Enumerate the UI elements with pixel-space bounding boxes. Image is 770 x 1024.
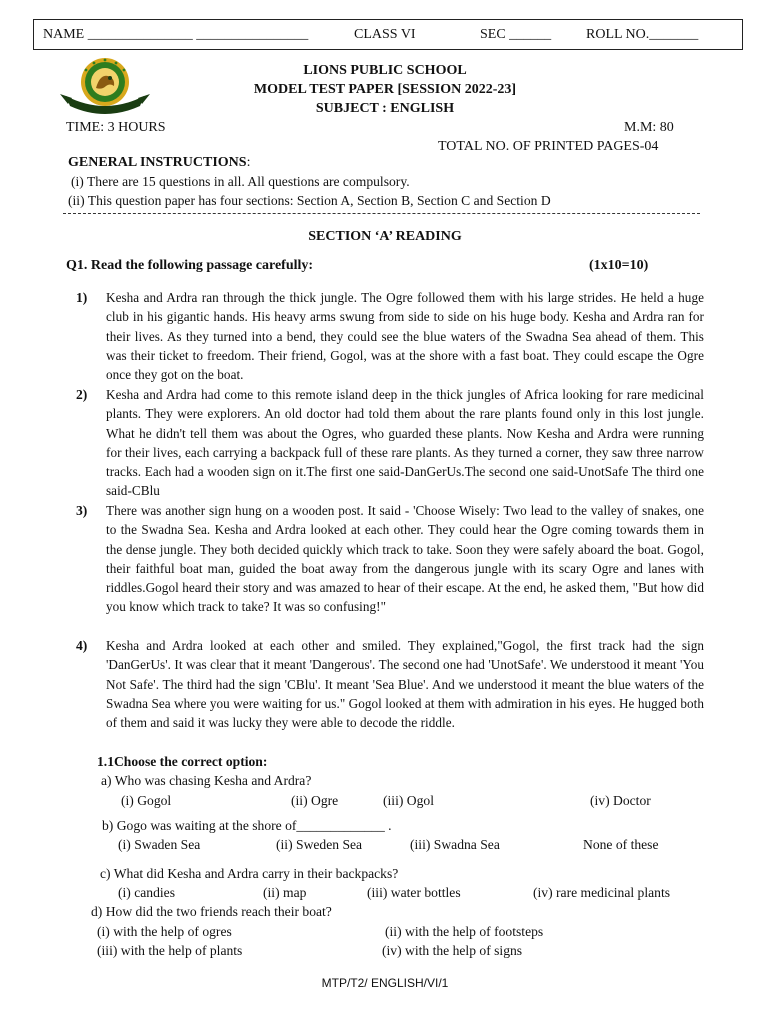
roll-number-field-label: ROLL NO._______ xyxy=(586,27,699,42)
passage-paragraph: Kesha and Ardra looked at each other and smiled. They explained,"Gogol, the first track had the sign 'DanGerUs'. It was clear that it meant 'Dangerous'. The second one had 'UnotSafe'. We understood it meant 'You Not Safe'. The third had the sign 'CBlu'. It meant 'Sea Blue'. And we understood it meant the blue waters of the Swadna Sea where you were waiting for us." Gogol looked at them with admiration in his eyes. He hugged both of them and said it was lucky they were able to decode the riddle. xyxy=(106,638,704,731)
paper-title: MODEL TEST PAPER [SESSION 2022-23] xyxy=(253,82,517,97)
mcq-question-c: c) What did Kesha and Ardra carry in their backpacks? xyxy=(100,866,399,881)
instructions-title: GENERAL INSTRUCTIONS xyxy=(68,155,247,170)
page-footer-code: MTP/T2/ ENGLISH/VI/1 xyxy=(321,976,449,990)
mcq-option: (iii) Ogol xyxy=(383,793,434,808)
question-title: Q1. Read the following passage carefully: xyxy=(66,258,314,273)
student-details-box xyxy=(33,19,743,50)
mcq-option: (ii) map xyxy=(263,885,307,900)
mcq-question-a: a) Who was chasing Kesha and Ardra? xyxy=(101,773,312,788)
instruction-item: (i) There are 15 questions in all. All questions are compulsory. xyxy=(71,174,410,189)
paragraph-number: 1) xyxy=(76,290,88,305)
mcq-option: (ii) Ogre xyxy=(291,793,339,808)
mcq-option: (iii) Swadna Sea xyxy=(410,837,500,852)
class-label: CLASS VI xyxy=(354,27,416,42)
subject-title: SUBJECT : ENGLISH xyxy=(315,101,455,116)
name-field-label: NAME _______________ ________________ xyxy=(43,27,309,42)
instructions-colon: : xyxy=(246,155,251,170)
paragraph-number: 4) xyxy=(76,638,88,653)
mcq-option: (i) with the help of ogres xyxy=(97,924,232,939)
mcq-heading: 1.1Choose the correct option: xyxy=(97,754,268,769)
passage-paragraph: Kesha and Ardra had come to this remote island deep in the thick jungles of Africa looking for rare medicinal plants. They were explorers. An old doctor had told them about the rare plants found only in this lost jungle. What he didn't tell them was about the Ogres, who guarded these plants. Now Kesha and Ardra were running for their lives, each carrying a backpack full of these rare plants. As they turned a corner, they saw three narrow tracks. Each had a wooden sign on it.The first one said-DanGerUs.The second one said-UnotSafe The third one said-CBlu xyxy=(106,387,704,499)
maximum-marks: M.M: 80 xyxy=(624,120,674,135)
printed-pages: TOTAL NO. OF PRINTED PAGES-04 xyxy=(438,139,659,154)
mcq-option: None of these xyxy=(583,837,659,852)
mcq-option: (iv) Doctor xyxy=(590,793,651,808)
school-name: LIONS PUBLIC SCHOOL xyxy=(303,63,467,78)
question-marks: (1x10=10) xyxy=(589,258,649,273)
paragraph-number: 2) xyxy=(76,387,88,402)
mcq-option: (iv) rare medicinal plants xyxy=(533,885,671,900)
section-field-label: SEC ______ xyxy=(480,27,552,42)
mcq-option: (iii) with the help of plants xyxy=(97,943,243,958)
mcq-option: (iv) with the help of signs xyxy=(382,943,523,958)
section-title: SECTION ‘A’ READING xyxy=(308,229,462,244)
time-allowed: TIME: 3 HOURS xyxy=(66,120,166,135)
mcq-option: (i) Gogol xyxy=(121,793,172,808)
mcq-question-d: d) How did the two friends reach their boat? xyxy=(91,904,332,919)
passage-paragraph: Kesha and Ardra ran through the thick jungle. The Ogre followed them with his large strides. He held a huge club in his gigantic hands. His heavy arms swung from side to side on his huge body. Kesha and Ardra ran for their lives. As they turned into a bend, they could see the blue waters of the Swadna Sea ahead of them. This was their ticket to freedom. Their friend, Gogol, was at the shore with a fast boat. They could escape the Ogre once they got on the boat. xyxy=(106,290,704,383)
divider-line xyxy=(63,213,700,214)
mcq-option: (ii) Sweden Sea xyxy=(276,837,363,852)
mcq-question-b: b) Gogo was waiting at the shore of_____________ . xyxy=(102,818,392,833)
paragraph-number: 3) xyxy=(76,503,88,518)
instruction-item: (ii) This question paper has four sections: Section A, Section B, Section C and Section D xyxy=(68,193,551,208)
mcq-option: (ii) with the help of footsteps xyxy=(385,924,544,939)
mcq-option: (i) candies xyxy=(118,885,175,900)
mcq-option: (i) Swaden Sea xyxy=(118,837,201,852)
passage-paragraph: There was another sign hung on a wooden post. It said - 'Choose Wisely: Two lead to the valley of snakes, one to the Swadna Sea. Kesha and Ardra looked at each other. They could hear the Ogre coming towards them in the dense jungle. They both decided quickly which track to take. Soon they were safely aboard the boat. Gogol, their faithful boat man, guided the boat away from the dangerous jungle with its scary Ogre and lanes with riddles.Gogol heard their story and was amazed to hear of their escape. At the end, he asked them, "But how did you know which track to take? It was so confusing!" xyxy=(106,503,704,615)
mcq-option: (iii) water bottles xyxy=(367,885,461,900)
instructions-heading xyxy=(68,155,250,171)
